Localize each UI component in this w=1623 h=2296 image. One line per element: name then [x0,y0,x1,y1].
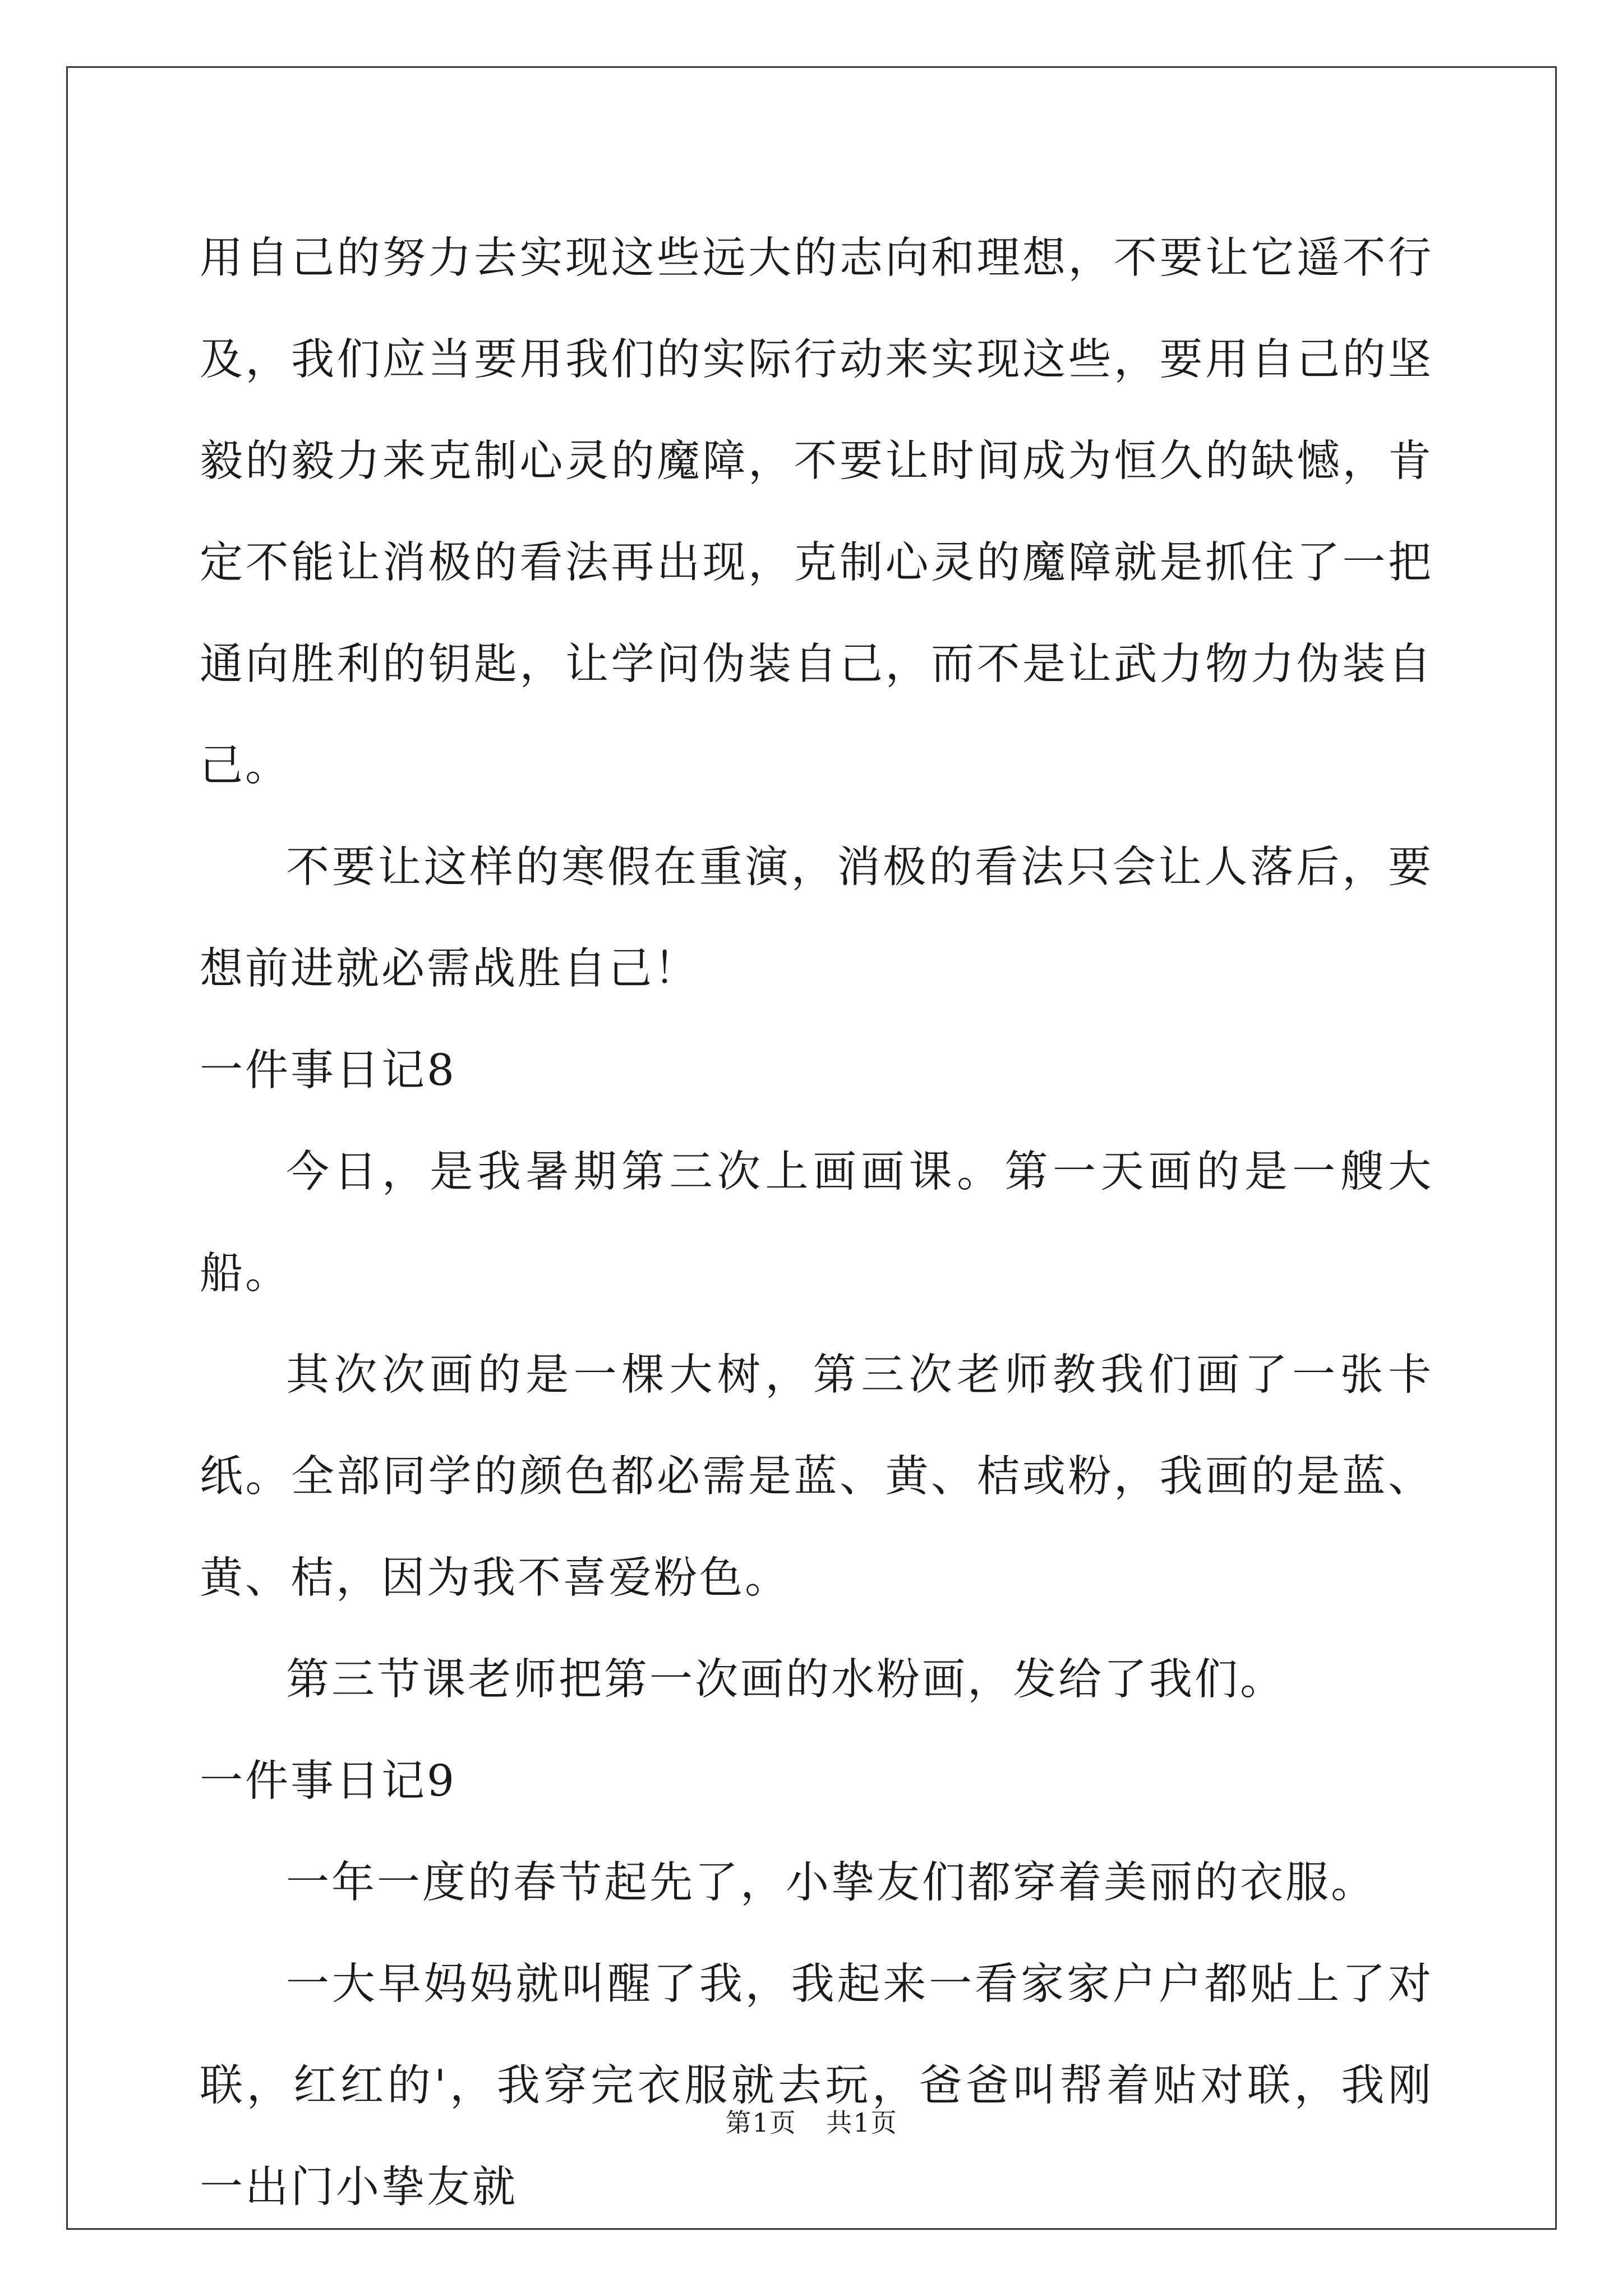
paragraph: 不要让这样的寒假在重演，消极的看法只会让人落后，要想前进就必需战胜自己！ [200,843,1433,994]
section-heading: 一件事日记8 [200,1046,457,1096]
paragraph: 用自己的努力去实现这些远大的志向和理想，不要让它遥不行及，我们应当要用我们的实际行动来实现这些，要用自己的坚毅的毅力来克制心灵的魔障，不要让时间成为恒久的缺憾，肯定不能让消极的看法再出现，克制心灵的魔障就是抓住了一把通向胜利的钥匙，让学问伪装自己，而不是让武力物力伪装自己。 [200,233,1433,791]
paragraph: 今日，是我暑期第三次上画画课。第一天画的是一艘大船。 [200,1147,1433,1299]
page-total: 共1页 [826,2108,898,2138]
paragraph: 第三节课老师把第一次画的水粉画，发给了我们。 [286,1655,1285,1705]
section-heading: 一件事日记9 [200,1756,457,1806]
paragraph: 一大早妈妈就叫醒了我，我起来一看家家户户都贴上了对联，红红的'，我穿完衣服就去玩，爸爸叫帮着贴对联，我刚一出门小挚友就 [200,1959,1433,2212]
paragraph: 一年一度的春节起先了，小挚友们都穿着美丽的衣服。 [286,1858,1376,1908]
document-body [200,208,1433,2238]
paragraph: 其次次画的是一棵大树，第三次老师教我们画了一张卡纸。全部同学的颜色都必需是蓝、黄、桔或粉，我画的是蓝、黄、桔，因为我不喜爱粉色。 [200,1350,1433,1603]
page-footer [0,2102,1623,2139]
page-number: 第1页 [725,2108,797,2138]
